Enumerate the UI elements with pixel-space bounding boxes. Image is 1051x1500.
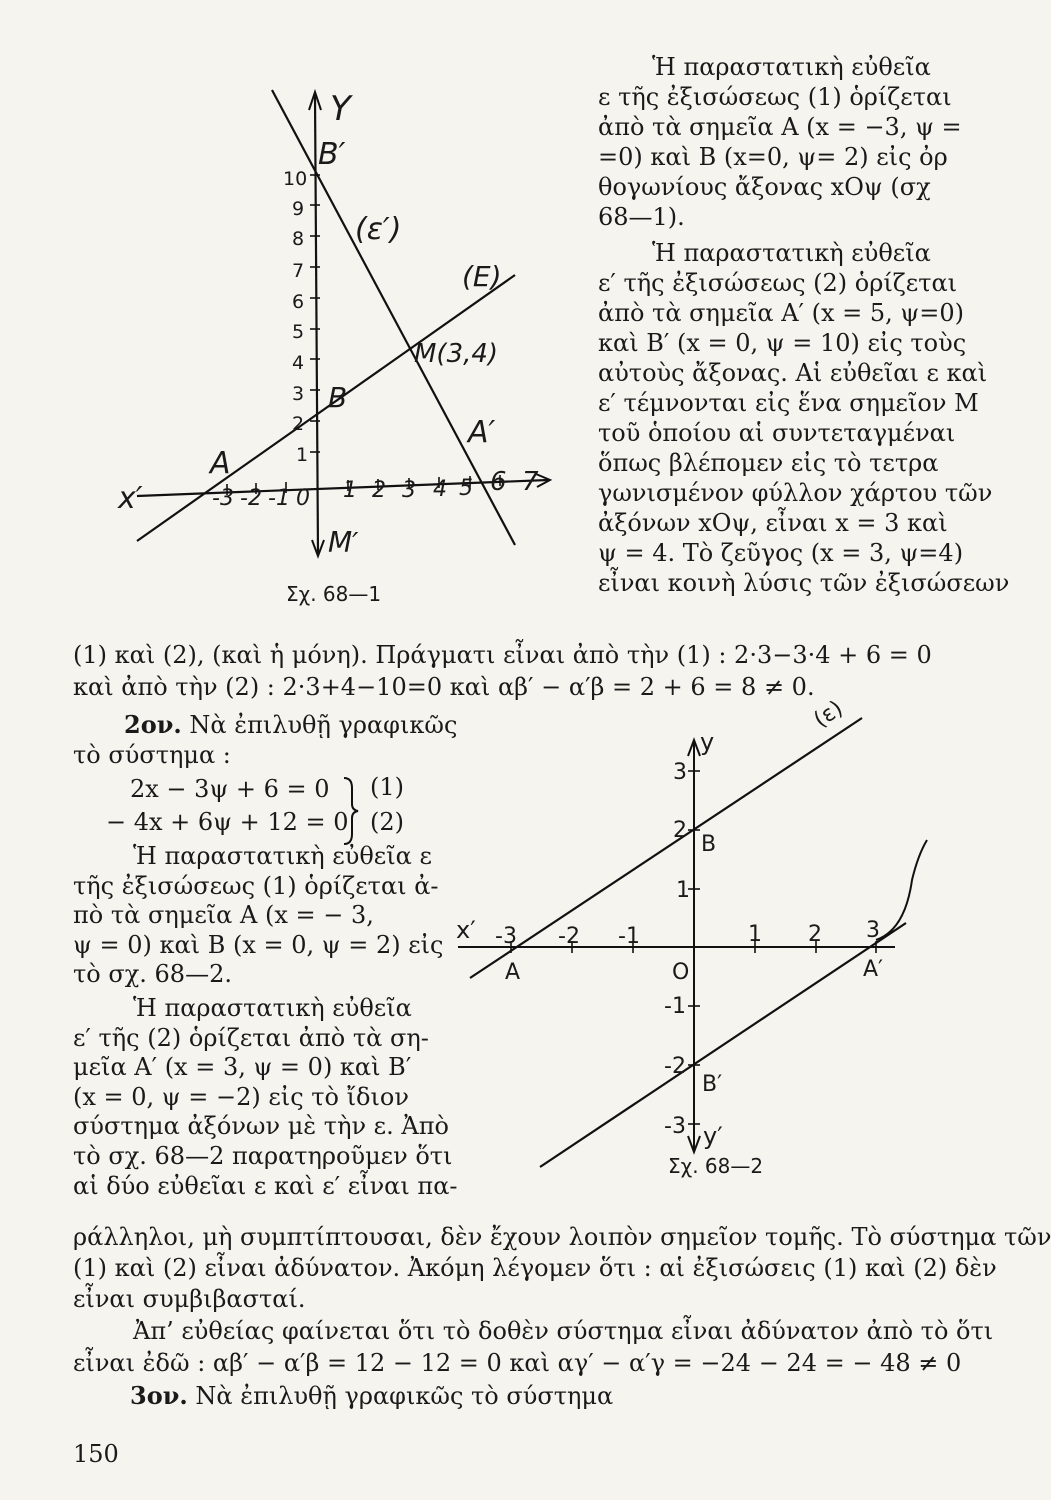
system-label-2: (2)	[370, 808, 404, 836]
text-line: εἶναι συμβιβασταί.	[73, 1285, 306, 1313]
text-line: αἱ δύο εὐθεῖαι ε καὶ ε′ εἶναι πα-	[73, 1171, 458, 1200]
section-3-title: Νὰ ἐπιλυθῇ γραφικῶς τὸ σύστημα	[195, 1382, 614, 1410]
text-line: Ἡ παραστατικὴ εὐθεῖα	[652, 239, 931, 267]
fig2-y-label: y	[700, 728, 715, 756]
fig1-x-tick-m2: -2	[240, 486, 262, 511]
fig1-y-tick-3: 3	[292, 383, 305, 405]
text-line: ε′ τῆς ἐξισώσεως (2) ὁρίζεται	[598, 269, 958, 297]
text-line: τοῦ ὁποίου αἱ συντεταγμέναι	[598, 419, 956, 447]
text-line: (1) καὶ (2), (καὶ ἡ μόνη). Πράγματι εἶναι ἀπὸ τὴν (1) : 2·3−3·4 + 6 = 0	[73, 641, 932, 669]
fig1-y-neg-label: Μ′	[328, 526, 359, 559]
text-line: Ἡ παραστατικὴ εὐθεῖα ε	[133, 842, 432, 870]
fig2-point-a-prime: A′	[863, 957, 884, 982]
fig1-y-tick-2: 2	[292, 413, 305, 435]
fig1-x-tick-5: 5	[459, 476, 473, 501]
text-line: τῆς ἐξισώσεως (1) ὁρίζεται ἀ-	[73, 871, 439, 900]
text-line: ἀπὸ τὰ σημεῖα Α′ (x = 5, ψ=0)	[598, 299, 964, 327]
text-line: πὸ τὰ σημεῖα Α (x = − 3,	[73, 901, 374, 930]
text-line: τὸ σχ. 68—2.	[73, 960, 232, 989]
text-line: 68—1).	[598, 203, 685, 231]
fig1-x-neg-label: x′	[118, 481, 143, 516]
fig2-y-tick-m3: -3	[664, 1114, 686, 1139]
fig1-point-a-prime: A′	[468, 415, 496, 450]
fig1-line-e-label: (E)	[462, 260, 502, 293]
fig1-point-b: B	[328, 381, 348, 414]
fig1-x-tick-3: 3	[402, 478, 416, 503]
system-eq-1: 2x − 3ψ + 6 = 0	[130, 775, 330, 803]
text-line: καὶ ἀπὸ τὴν (2) : 2·3+4−10=0 καὶ αβ′ − α′β = 2 + 6 = 8 ≠ 0.	[73, 673, 815, 701]
section-2-title: Νὰ ἐπιλυθῇ γραφικῶς	[189, 711, 458, 739]
fig2-line-e-label: (ε)	[809, 696, 848, 733]
text-line: ἀπὸ τὰ σημεῖα Α (x = −3, ψ =	[598, 113, 962, 141]
text-line: ὅπως βλέπομεν εἰς τὸ τετρα	[598, 449, 939, 477]
fig1-x-tick-4: 4	[433, 477, 447, 502]
fig2-x-tick-3: 3	[866, 918, 880, 943]
text-line: ψ = 4. Τὸ ζεῦγος (x = 3, ψ=4)	[598, 539, 964, 567]
text-line: =0) καὶ Β (x=0, ψ= 2) εἰς ὀρ	[598, 143, 948, 171]
fig2-y-tick-2: 2	[673, 818, 687, 843]
text-line: Ἡ παραστατικὴ εὐθεῖα	[133, 993, 412, 1022]
text-line: (1) καὶ (2) εἶναι ἀδύνατον. Ἀκόμη λέγομεν ὅτι : αἱ ἐξισώσεις (1) καὶ (2) δὲν	[73, 1254, 997, 1282]
fig2-line-e	[470, 718, 862, 978]
fig2-y-tick-3: 3	[673, 760, 687, 785]
fig2-x-tick-m3: -3	[495, 924, 517, 949]
fig2-y-tick-m1: -1	[664, 994, 686, 1019]
fig2-point-b: B	[701, 832, 717, 857]
section-3-number: 3ον.	[130, 1381, 188, 1410]
text-line: ε′ τέμνονται εἰς ἕνα σημεῖον Μ	[598, 389, 979, 417]
fig2-x-tick-2: 2	[808, 922, 822, 947]
fig1-x-tick-m3: -3	[212, 486, 234, 511]
text-line: καὶ Β′ (x = 0, ψ = 10) εἰς τοὺς	[598, 329, 967, 357]
fig1-y-tick-1: 1	[296, 444, 309, 466]
system-eq-2: − 4x + 6ψ + 12 = 0	[106, 808, 349, 836]
fig2-y-tick-1: 1	[676, 878, 690, 903]
text-line: εἶναι κοινὴ λύσις τῶν ἐξισώσεων	[598, 569, 1010, 597]
fig2-origin: O	[672, 960, 690, 985]
section-2-line2: τὸ σύστημα :	[73, 741, 231, 769]
fig2-x-tick-m2: -2	[558, 924, 580, 949]
fig1-line-e-prime-label: (ε′)	[355, 212, 402, 247]
fig1-y-tick-6: 6	[292, 291, 305, 313]
text-line: θογωνίους ἄξονας xOψ (σχ	[598, 173, 931, 201]
fig1-x-tick-m1: -1	[268, 486, 290, 511]
fig2-y-neg-label: y′	[703, 1122, 723, 1150]
fig2-point-b-prime: B′	[702, 1072, 723, 1097]
fig2-x-neg-label: x′	[456, 916, 476, 944]
fig1-point-b-prime: B′	[318, 137, 346, 172]
fig2-y-tick-m2: -2	[664, 1054, 686, 1079]
fig1-x-tick-2: 2	[372, 478, 386, 503]
fig1-point-a: A	[210, 446, 231, 481]
fig1-y-tick-9: 9	[292, 198, 305, 220]
section-3-heading	[130, 1381, 613, 1411]
fig1-y-tick-4: 4	[292, 352, 305, 374]
fig2-line-e-prime	[540, 923, 906, 1167]
text-line: ψ = 0) καὶ Β (x = 0, ψ = 2) εἰς	[73, 930, 444, 959]
fig2-x-tick-m1: -1	[618, 924, 640, 949]
fig1-x-tick-7: 7	[522, 467, 539, 497]
section-2-number: 2ον.	[124, 710, 182, 739]
text-line: (x = 0, ψ = −2) εἰς τὸ ἴδιον	[73, 1082, 409, 1111]
fig1-y-label: Y	[330, 89, 351, 129]
fig2-caption: Σχ. 68—2	[668, 1154, 764, 1178]
text-line: εἶναι ἐδῶ : αβ′ − α′β = 12 − 12 = 0 καὶ αγ′ − α′γ = −24 − 24 = − 48 ≠ 0	[73, 1349, 962, 1377]
text-line: ε τῆς ἐξισώσεως (1) ὁρίζεται	[598, 83, 952, 111]
fig1-x-tick-1: 1	[343, 478, 357, 503]
fig1-x-tick-6: 6	[490, 467, 507, 497]
text-line: τὸ σχ. 68—2 παρατηροῦμεν ὅτι	[73, 1141, 453, 1170]
fig1-x-tick-0: 0	[296, 486, 310, 511]
fig2-point-a: A	[505, 960, 521, 985]
fig1-point-m: M(3,4)	[414, 339, 499, 369]
system-label-1: (1)	[370, 773, 404, 801]
text-line: μεῖα Α′ (x = 3, ψ = 0) καὶ Β′	[73, 1053, 412, 1082]
fig2-x-tick-1: 1	[748, 922, 762, 947]
text-line: ἀξόνων xOψ, εἶναι x = 3 καὶ	[598, 509, 948, 537]
text-line: αὐτοὺς ἄξονας. Αἱ εὐθεῖαι ε καὶ	[598, 359, 988, 387]
text-line: γωνισμένον φύλλον χάρτου τῶν	[598, 479, 993, 507]
fig1-caption: Σχ. 68—1	[286, 582, 382, 606]
text-line: σύστημα ἀξόνων μὲ τὴν ε. Ἀπὸ	[73, 1112, 449, 1141]
page-number: 150	[73, 1440, 119, 1468]
fig1-y-tick-5: 5	[292, 321, 305, 343]
text-line: ράλληλοι, μὴ συμπτίπτουσαι, δὲν ἔχουν λοιπὸν σημεῖον τομῆς. Τὸ σύστημα τῶν	[73, 1223, 1051, 1251]
fig1-y-tick-7: 7	[292, 260, 305, 282]
text-line: Ἡ παραστατικὴ εὐθεῖα	[652, 53, 931, 81]
text-line: ε′ τῆς (2) ὁρίζεται ἀπὸ τὰ ση-	[73, 1023, 429, 1052]
text-line: Ἀπ’ εὐθείας φαίνεται ὅτι τὸ δοθὲν σύστημα εἶναι ἀδύνατον ἀπὸ τὸ ὅτι	[133, 1317, 994, 1345]
fig1-y-tick-10: 10	[283, 168, 308, 190]
fig1-y-tick-8: 8	[292, 228, 305, 250]
